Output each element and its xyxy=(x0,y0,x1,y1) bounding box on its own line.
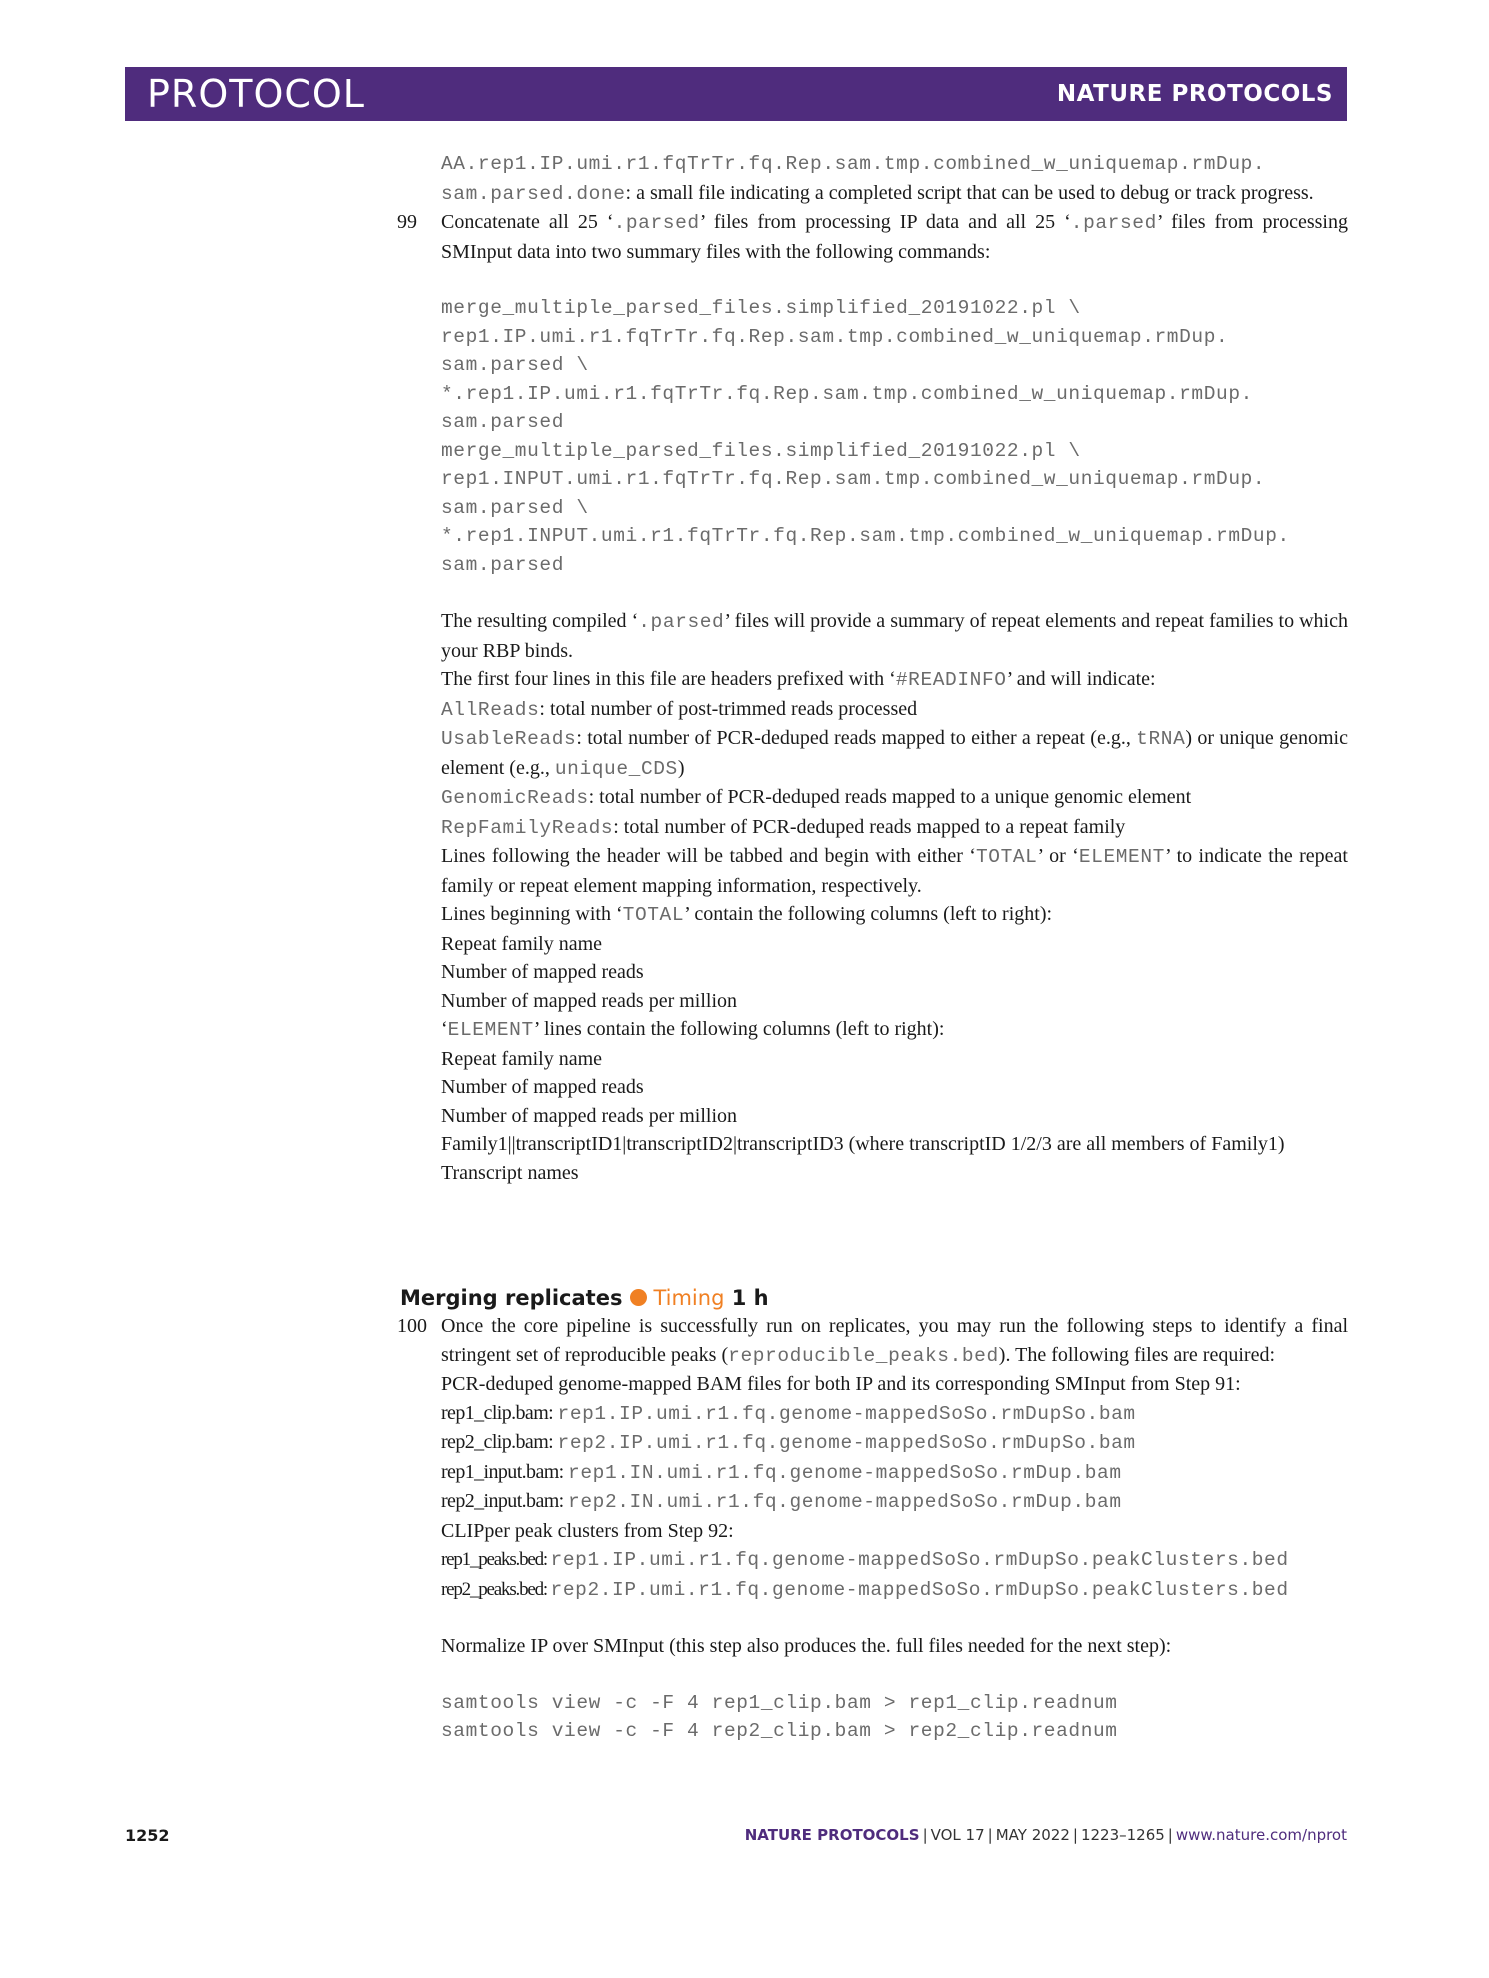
code-line: sam.parsed xyxy=(441,553,565,576)
step-100-content xyxy=(397,1312,1348,1746)
step-text: Concatenate all 25 ‘.parsed’ files from processing IP data and all 25 ‘.parsed’ files from processing SMInput data into two summary files with the following commands: xyxy=(441,211,1348,263)
file-desc-text: : a small file indicating a completed script that can be used to debug or track progress. xyxy=(625,181,1314,204)
lines-paragraph: Lines following the header will be tabbed and begin with either ‘TOTAL’ or ‘ELEMENT’ to indicate the repeat family or repeat element mapping information, respectively. xyxy=(441,845,1348,897)
page-header xyxy=(125,67,1347,121)
step-text: Once the core pipeline is successfully run on replicates, you may run the following steps to identify a final stringent set of reproducible peaks (reproducible_peaks.bed). The following files are required: xyxy=(441,1315,1348,1367)
bam-file-row: rep1_clip.bam: rep1.IP.umi.r1.fq.genome-mappedSoSo.rmDupSo.bam xyxy=(441,1401,1136,1425)
file-name: AA.rep1.IP.umi.r1.fqTrTr.fq.Rep.sam.tmp.combined_w_uniquemap.rmDup. xyxy=(441,153,1266,175)
element-paragraph: ‘ELEMENT’ lines contain the following columns (left to right): xyxy=(441,1018,945,1041)
bam-file-row: rep2_input.bam: rep2.IN.umi.r1.fq.genome-mappedSoSo.rmDup.bam xyxy=(441,1490,1122,1513)
peak-file-row: rep2_peaks.bed: rep2.IP.umi.r1.fq.genome-mappedSoSo.rmDupSo.peakClusters.bed xyxy=(441,1578,1289,1601)
transcript-names: Transcript names xyxy=(441,1161,579,1184)
allreads-line: AllReads: total number of post-trimmed reads processed xyxy=(441,697,918,721)
step-99 xyxy=(397,208,1348,266)
code-line: rep1.INPUT.umi.r1.fqTrTr.fq.Rep.sam.tmp.combined_w_uniquemap.rmDup. xyxy=(441,468,1266,490)
header-paragraph: The first four lines in this file are headers prefixed with ‘#READINFO’ and will indicate: xyxy=(441,668,1156,691)
code-line: sam.parsed xyxy=(441,411,565,433)
list-item: Repeat family name xyxy=(441,932,603,955)
code-line: rep1.IP.umi.r1.fqTrTr.fq.Rep.sam.tmp.combined_w_uniquemap.rmDup. xyxy=(441,325,1229,348)
bam-file-row: rep2_clip.bam: rep2.IP.umi.r1.fq.genome-mappedSoSo.rmDupSo.bam xyxy=(441,1431,1136,1454)
footer-url-link[interactable]: www.nature.com/nprot xyxy=(1175,1826,1347,1844)
genomicreads-line: GenomicReads: total number of PCR-deduped reads mapped to a unique genomic element xyxy=(441,786,1192,809)
code-line: samtools view -c -F 4 rep1_clip.bam > rep1_clip.readnum xyxy=(441,1691,1118,1714)
list-item: Number of mapped reads per million xyxy=(441,989,738,1012)
journal-label: NATURE PROTOCOLS xyxy=(1056,81,1333,107)
footer-date: MAY 2022 xyxy=(995,1826,1070,1844)
page-number: 1252 xyxy=(125,1826,170,1845)
family-line: Family1||transcriptID1|transcriptID2|transcriptID3 (where transcriptID 1/2/3 are all members of Family1) xyxy=(441,1133,1285,1155)
usablereads-line: UsableReads: total number of PCR-deduped reads mapped to either a repeat (e.g., tRNA) or unique genomic element (e.g., unique_CDS) xyxy=(441,727,1348,780)
result-paragraph: The resulting compiled ‘.parsed’ files will provide a summary of repeat elements and repeat families to which your RBP binds. xyxy=(441,610,1348,662)
peak-intro: CLIPper peak clusters from Step 92: xyxy=(441,1519,734,1542)
bam-intro: PCR-deduped genome-mapped BAM files for both IP and its corresponding SMInput from Step 91: xyxy=(441,1373,1241,1395)
section-heading xyxy=(400,1284,769,1312)
file-name-cont: sam.parsed.done xyxy=(441,182,626,205)
total-paragraph: Lines beginning with ‘TOTAL’ contain the following columns (left to right): xyxy=(441,903,1053,926)
timing-dot-icon xyxy=(630,1289,647,1306)
list-item: Number of mapped reads per million xyxy=(441,1104,738,1127)
list-item: Repeat family name xyxy=(441,1047,603,1070)
footer-volume: VOL 17 xyxy=(930,1826,985,1844)
section-label: PROTOCOL xyxy=(147,72,365,116)
code-line: sam.parsed \ xyxy=(441,496,589,519)
section-title: Merging replicates xyxy=(400,1286,623,1310)
normalize-text: Normalize IP over SMInput (this step also produces the. full files needed for the next step): xyxy=(441,1635,1172,1657)
footer-journal: NATURE PROTOCOLS xyxy=(744,1826,920,1844)
peak-file-row: rep1_peaks.bed: rep1.IP.umi.r1.fq.genome-mappedSoSo.rmDupSo.peakClusters.bed xyxy=(441,1549,1289,1571)
timing-label: Timing xyxy=(653,1286,725,1310)
step-number: 99 xyxy=(397,211,417,233)
code-line: *.rep1.IP.umi.r1.fqTrTr.fq.Rep.sam.tmp.combined_w_uniquemap.rmDup. xyxy=(441,382,1253,405)
step-number: 100 xyxy=(397,1315,427,1337)
repfamilyreads-line: RepFamilyReads: total number of PCR-deduped reads mapped to a repeat family xyxy=(441,815,1126,839)
code-line: merge_multiple_parsed_files.simplified_20191022.pl \ xyxy=(441,439,1081,462)
code-line: *.rep1.INPUT.umi.r1.fqTrTr.fq.Rep.sam.tmp.combined_w_uniquemap.rmDup. xyxy=(441,525,1290,547)
list-item: Number of mapped reads xyxy=(441,1076,644,1098)
footer-pages: 1223–1265 xyxy=(1080,1826,1165,1844)
list-item: Number of mapped reads xyxy=(441,961,644,983)
step-100 xyxy=(397,1312,1348,1370)
code-line: samtools view -c -F 4 rep2_clip.bam > rep2_clip.readnum xyxy=(441,1720,1118,1742)
bam-file-row: rep1_input.bam: rep1.IN.umi.r1.fq.genome-mappedSoSo.rmDup.bam xyxy=(441,1460,1122,1484)
code-line: sam.parsed \ xyxy=(441,354,589,376)
main-content xyxy=(397,150,1348,1187)
footer-citation: NATURE PROTOCOLS | VOL 17 | MAY 2022 | 1223–1265 | www.nature.com/nprot xyxy=(744,1826,1347,1844)
code-block-merge xyxy=(441,294,1348,579)
code-line: merge_multiple_parsed_files.simplified_20191022.pl \ xyxy=(441,297,1081,319)
file-description xyxy=(441,179,1348,209)
timing-value: 1 h xyxy=(731,1286,769,1310)
